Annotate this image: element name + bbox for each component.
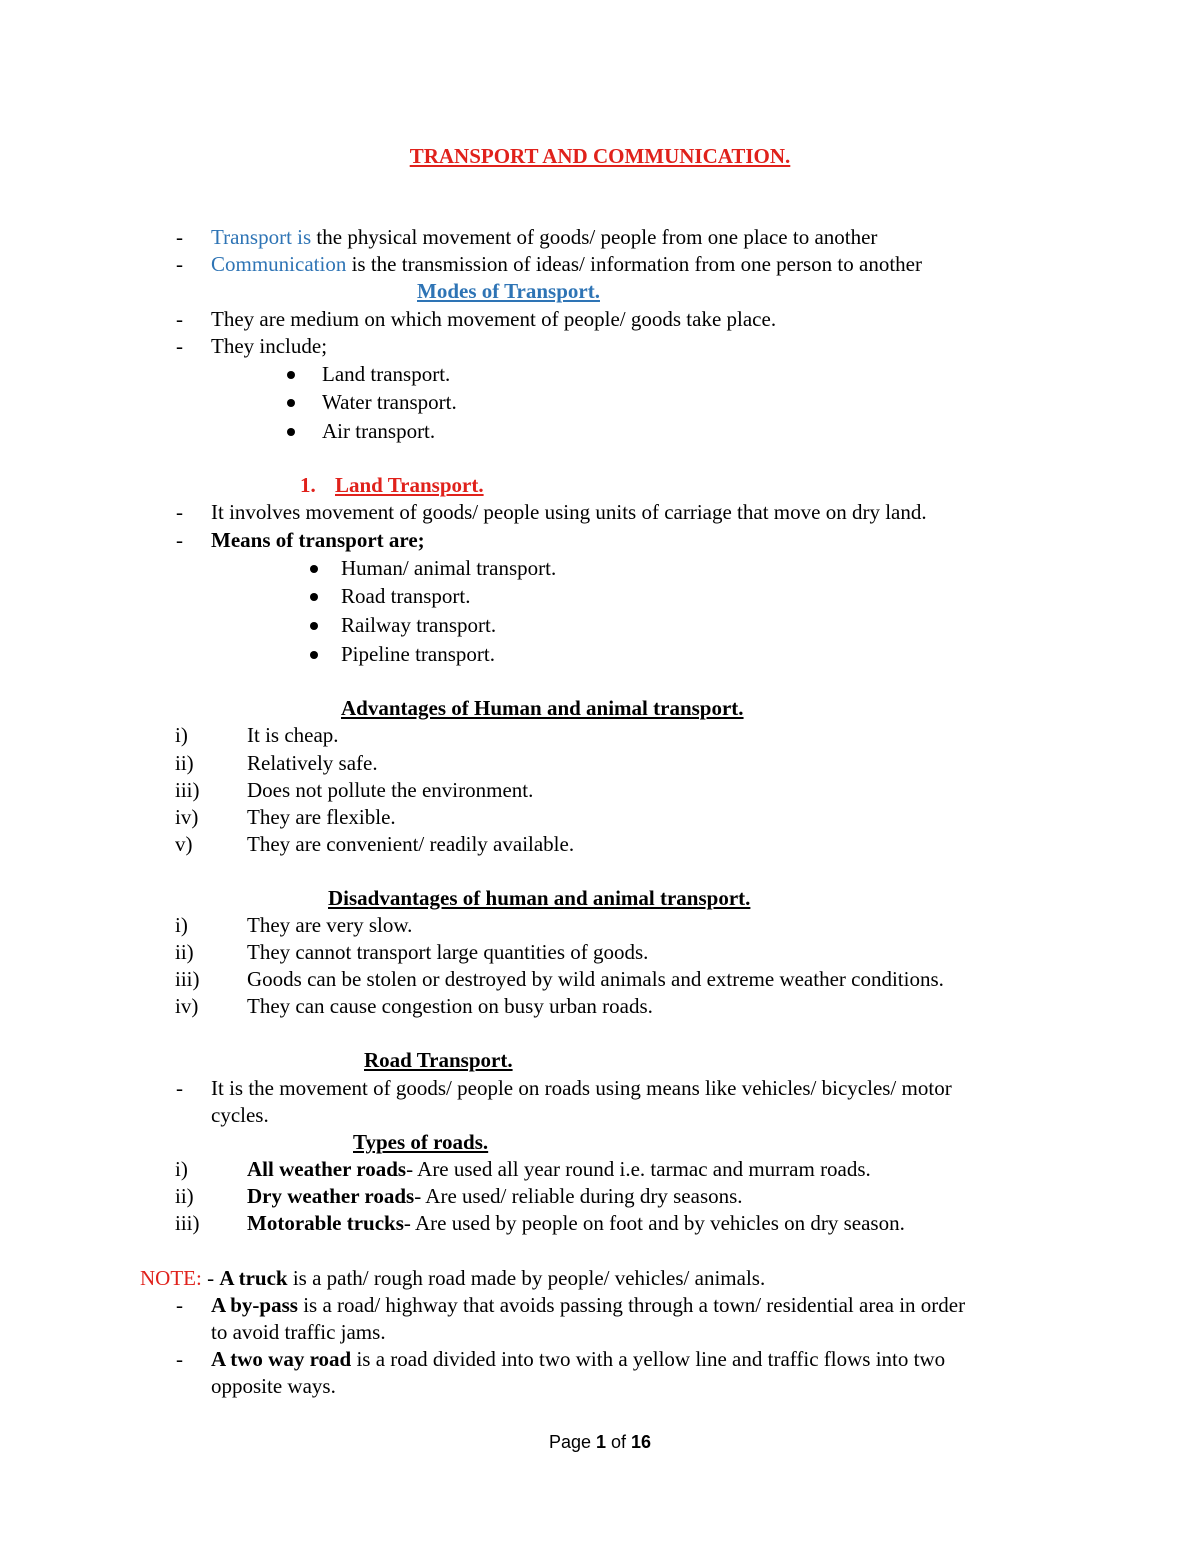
bullet-icon <box>287 371 295 379</box>
note-text: is a path/ rough road made by people/ vehicles/ animals. <box>287 1266 766 1290</box>
roman-numeral: iv) <box>175 805 199 829</box>
page-total: 16 <box>631 1432 652 1452</box>
item-text: They are convenient/ readily available. <box>247 832 575 856</box>
dash-marker: - <box>176 1076 183 1100</box>
roman-numeral: i) <box>175 723 188 747</box>
note-line-1 <box>140 1265 765 1292</box>
list-item: Road transport. <box>341 584 471 608</box>
heading-road-transport: Road Transport. <box>364 1048 513 1072</box>
term-bold: A by-pass <box>211 1293 298 1317</box>
list-item: Air transport. <box>322 419 436 443</box>
heading-modes-of-transport: Modes of Transport. <box>417 279 600 303</box>
term-communication: Communication <box>211 252 347 276</box>
term-transport: Transport is <box>211 225 312 249</box>
item-text: - Are used by people on foot and by vehicles on dry season. <box>403 1211 905 1235</box>
roman-numeral: ii) <box>175 940 194 964</box>
heading-advantages: Advantages of Human and animal transport. <box>341 696 744 720</box>
roman-numeral: i) <box>175 1157 188 1181</box>
heading-disadvantages: Disadvantages of human and animal transport. <box>328 886 751 910</box>
item-text: They are very slow. <box>247 913 413 937</box>
road-line-text: It is the movement of goods/ people on roads using means like vehicles/ bicycles/ motor <box>211 1076 952 1100</box>
modes-line-text: They are medium on which movement of people/ goods take place. <box>211 307 777 331</box>
term-bold: Motorable trucks <box>247 1211 404 1235</box>
list-item: Water transport. <box>322 390 457 414</box>
document-title: TRANSPORT AND COMMUNICATION. <box>409 144 791 168</box>
list-item: Human/ animal transport. <box>341 556 557 580</box>
section-number: 1. <box>300 473 316 497</box>
note-line-3-continuation: opposite ways. <box>211 1374 336 1398</box>
definition-text: is the transmission of ideas/ information from one person to another <box>346 252 922 276</box>
roman-numeral: iii) <box>175 1211 200 1235</box>
note-line-2-continuation: to avoid traffic jams. <box>211 1320 386 1344</box>
roman-numeral: i) <box>175 913 188 937</box>
dash-marker: - <box>176 252 183 276</box>
item-text: Relatively safe. <box>247 751 378 775</box>
land-line-text: It involves movement of goods/ people using units of carriage that move on dry land. <box>211 500 927 524</box>
page-footer <box>0 1432 1200 1453</box>
definition-text: the physical movement of goods/ people from one place to another <box>311 225 878 249</box>
footer-text: Page <box>548 1432 596 1452</box>
dash-marker: - <box>201 1266 220 1290</box>
term-bold: A truck <box>219 1266 288 1290</box>
dash-marker: - <box>176 307 183 331</box>
dash-marker: - <box>176 225 183 249</box>
item-text: They are flexible. <box>247 805 396 829</box>
dash-marker: - <box>176 1293 183 1317</box>
term-bold: Dry weather roads <box>247 1184 415 1208</box>
bullet-icon <box>310 565 318 573</box>
item-text: Does not pollute the environment. <box>247 778 534 802</box>
dash-marker: - <box>176 334 183 358</box>
note-text: is a road divided into two with a yellow line and traffic flows into two <box>351 1347 946 1371</box>
term-bold: All weather roads <box>247 1157 407 1181</box>
bullet-icon <box>310 651 318 659</box>
heading-land-transport: Land Transport. <box>335 473 484 497</box>
item-text: They can cause congestion on busy urban roads. <box>247 994 653 1018</box>
heading-types-of-roads: Types of roads. <box>353 1130 489 1154</box>
bullet-icon <box>310 622 318 630</box>
item-text: - Are used/ reliable during dry seasons. <box>414 1184 743 1208</box>
page-number: 1 <box>595 1432 606 1452</box>
dash-marker: - <box>176 1347 183 1371</box>
item-text: They cannot transport large quantities of goods. <box>247 940 649 964</box>
list-item: Railway transport. <box>341 613 497 637</box>
dash-marker: - <box>176 528 183 552</box>
modes-line-text: They include; <box>211 334 328 358</box>
roman-numeral: iv) <box>175 994 199 1018</box>
term-bold: A two way road <box>211 1347 352 1371</box>
roman-numeral: iii) <box>175 778 200 802</box>
road-line-continuation: cycles. <box>211 1103 269 1127</box>
means-label-text: Means of transport are; <box>211 528 425 552</box>
bullet-icon <box>287 428 295 436</box>
roman-numeral: ii) <box>175 751 194 775</box>
item-text: - Are used all year round i.e. tarmac and murram roads. <box>406 1157 871 1181</box>
footer-text: of <box>606 1432 632 1452</box>
note-text: is a road/ highway that avoids passing through a town/ residential area in order <box>297 1293 966 1317</box>
list-item: Land transport. <box>322 362 451 386</box>
roman-numeral: v) <box>175 832 193 856</box>
item-text: Goods can be stolen or destroyed by wild animals and extreme weather conditions. <box>247 967 944 991</box>
item-text: It is cheap. <box>247 723 339 747</box>
bullet-icon <box>310 593 318 601</box>
roman-numeral: ii) <box>175 1184 194 1208</box>
list-item: Pipeline transport. <box>341 642 495 666</box>
dash-marker: - <box>176 500 183 524</box>
roman-numeral: iii) <box>175 967 200 991</box>
note-label: NOTE: <box>140 1266 202 1290</box>
bullet-icon <box>287 399 295 407</box>
